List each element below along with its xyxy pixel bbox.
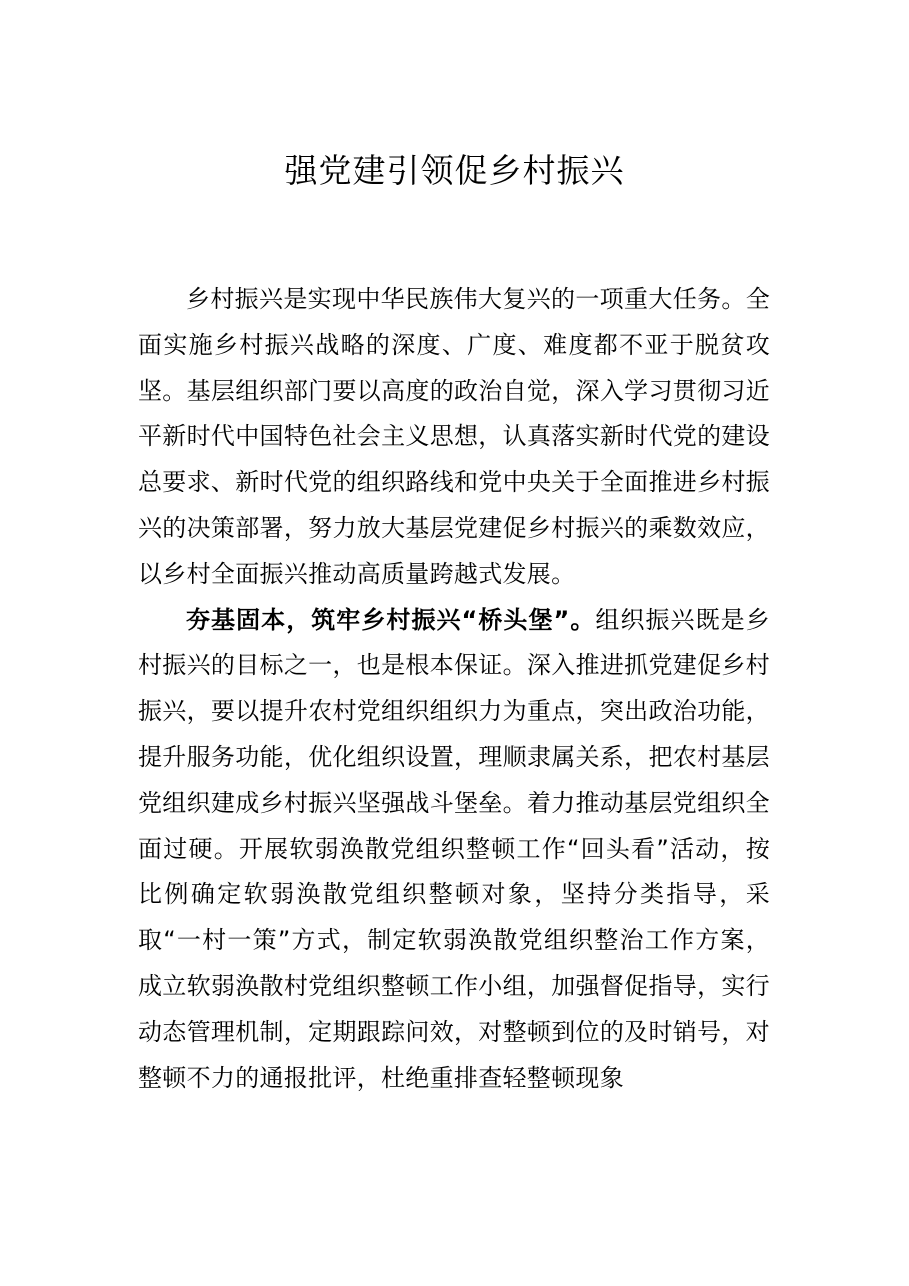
paragraph-organization-heading: 夯基固本，筑牢乡村振兴“桥头堡”。	[186, 605, 596, 634]
paragraph-organization	[138, 598, 770, 1102]
page-title: 强党建引领促乡村振兴	[284, 151, 625, 190]
document-body	[138, 277, 770, 1101]
paragraph-organization-text: 组织振兴既是乡村振兴的目标之一，也是根本保证。深入推进抓党建促乡村振兴，要以提升农村党组织组织力为重点，突出政治功能，提升服务功能，优化组织设置，理顺隶属关系，把农村基层党组织建成乡村振兴坚强战斗堡垒。着力推动基层党组织全面过硬。开展软弱涣散党组织整顿工作“回头看”活动，按比例确定软弱涣散党组织整顿对象，坚持分类指导，采取“一村一策”方式，制定软弱涣散党组织整治工作方案，成立软弱涣散村党组织整顿工作小组，加强督促指导，实行动态管理机制，定期跟踪问效，对整顿到位的及时销号，对整顿不力的通报批评，杜绝重排查轻整顿现象	[138, 605, 770, 1092]
paragraph-intro-text: 乡村振兴是实现中华民族伟大复兴的一项重大任务。全面实施乡村振兴战略的深度、广度、难度都不亚于脱贫攻坚。基层组织部门要以高度的政治自觉，深入学习贯彻习近平新时代中国特色社会主义思想，认真落实新时代党的建设总要求、新时代党的组织路线和党中央关于全面推进乡村振兴的决策部署，努力放大基层党建促乡村振兴的乘数效应，以乡村全面振兴推动高质量跨越式发展。	[138, 285, 770, 588]
paragraph-intro	[138, 277, 770, 598]
